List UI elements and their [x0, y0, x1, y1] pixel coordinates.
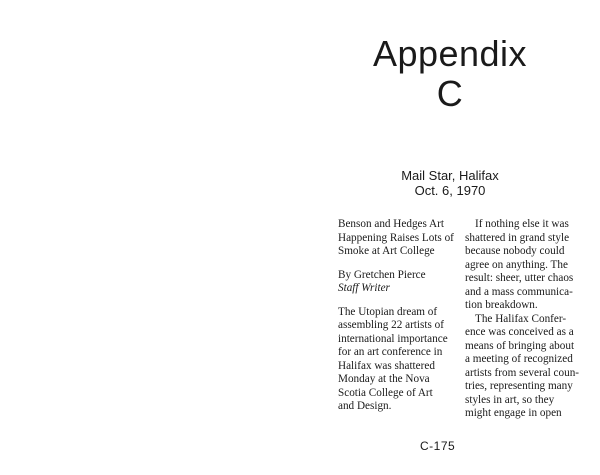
appendix-title-line-2: C — [436, 73, 464, 114]
spacer — [338, 259, 456, 269]
body-line: for an art conference in — [338, 346, 443, 358]
body-line: The Halifax Confer- — [475, 312, 567, 325]
headline-line: Benson and Hedges Art — [338, 218, 444, 230]
article-right-column — [465, 218, 580, 421]
headline-line: Smoke at Art College — [338, 245, 435, 257]
source-date: Oct. 6, 1970 — [414, 183, 486, 198]
byline-role: Staff Writer — [338, 282, 390, 294]
body-line: because nobody could — [465, 245, 565, 257]
body-line: tries, representing many — [465, 380, 573, 392]
page-number: C-175 — [420, 439, 456, 453]
body-line: Halifax was shattered — [338, 359, 435, 372]
spacer — [338, 296, 456, 306]
body-line: means of bringing about — [465, 339, 575, 352]
body-line: assembling 22 artists of — [338, 319, 444, 331]
article-left-column — [338, 218, 456, 414]
appendix-title-line-1: Appendix — [372, 33, 528, 74]
body-line: The Utopian dream of — [338, 305, 438, 318]
body-line: might engage in open — [465, 407, 562, 419]
headline-line: Happening Raises Lots of — [338, 231, 454, 244]
body-line: Monday at the Nova — [338, 373, 430, 385]
body-line: Scotia College of Art — [338, 386, 433, 399]
byline: By Gretchen Pierce — [338, 268, 426, 281]
body-line: artists from several coun- — [465, 366, 580, 379]
source-publication: Mail Star, Halifax — [401, 168, 499, 183]
body-line: a meeting of recognized — [465, 353, 573, 365]
body-line: styles in art, so they — [465, 393, 555, 406]
body-line: shattered in grand style — [465, 231, 570, 244]
body-line: international importance — [338, 332, 448, 345]
body-line: and a mass communica- — [465, 285, 573, 298]
body-line: result: sheer, utter chaos — [465, 272, 574, 284]
body-line: agree on anything. The — [465, 258, 568, 271]
body-line: If nothing else it was — [475, 218, 569, 230]
body-line: and Design. — [338, 400, 392, 412]
body-line: ence was conceived as a — [465, 326, 574, 338]
body-line: tion breakdown. — [465, 299, 538, 311]
